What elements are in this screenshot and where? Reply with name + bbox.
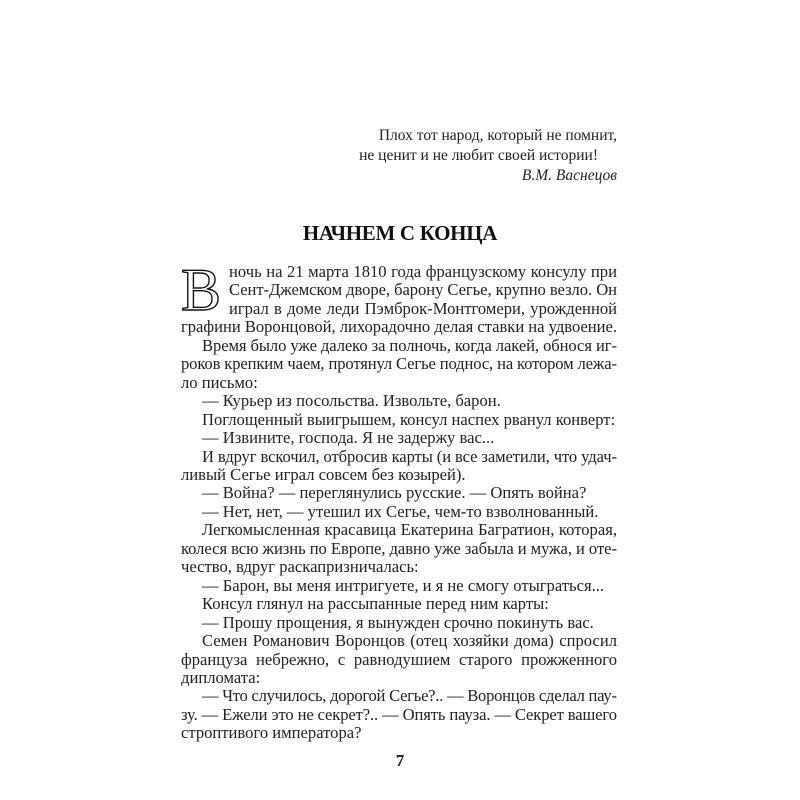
text-line: ночь на 21 марта 1810 года французскому консулу при [229,262,617,281]
text-line: — Война? — переглянулись русские. — Опять война? [202,483,587,503]
text-line: чество, вдруг раскапризничалась: [181,557,419,577]
text-line: дипломата: [181,667,261,687]
text-line: — Прошу прощения, я вынужден срочно покинуть вас. [202,612,594,632]
text-line: роков крепким чаем, протянул Сегье поднос, на котором лежа- [181,354,617,374]
text-line: зу. — Ежели это не секрет?.. — Опять пауза. — Секрет вашего [181,704,617,724]
epigraph-line: Плох тот народ, который не помнит, [378,127,617,144]
text-line: Семен Романович Воронцов (отец хозяйки дома) спросил [202,631,617,651]
text-line: строптивого императора? [181,723,362,743]
epigraph [300,126,617,186]
text-line: — Что случилось, дорогой Сегье?.. — Воронцов сделал пау- [202,686,617,706]
text-line: Время было уже далеко за полночь, когда лакей, обнося иг- [202,335,617,355]
epigraph-line: не ценит и не любит своей истории! [359,147,598,164]
text-line: И вдруг вскочил, отбросив карты (и все заметили, что удач- [202,446,617,466]
text-line: Легкомысленная красавица Екатерина Багратион, которая, [202,520,617,540]
drop-cap: В [181,263,222,318]
text-line: графини Воронцовой, лихорадочно делая ставки на удвоение. [181,317,617,337]
text-line: — Курьер из посольства. Извольте, барон. [202,391,501,411]
text-line: — Барон, вы меня интригуете, и я не смогу отыграться... [202,575,605,595]
body-text [181,263,617,743]
text-line: Поглощенный выигрышем, консул наспех рванул конверт: [202,409,616,429]
text-line: — Нет, нет, — утешил их Сегье, чем-то взволнованный. [202,501,599,521]
text-line: Консул глянул на рассыпанные перед ним карты: [202,594,549,614]
text-line: колеся всю жизнь по Европе, давно уже забыла и мужа, и оте- [181,538,617,558]
epigraph-author: В.М. Васнецов [521,167,617,184]
text-line: — Извините, господа. Я не задержу вас... [202,428,495,448]
text-line: француза небрежно, с равнодушием старого прожженного [181,649,617,669]
chapter-title: НАЧНЕМ С КОНЦА [302,221,498,245]
page-number: 7 [395,751,405,770]
text-line: Сент-Джемском дворе, барону Сегье, крупно везло. Он [229,280,617,300]
text-line: играл в доме леди Пэмброк-Монтгомери, урожденной [229,298,617,318]
text-line: ливый Сегье играл совсем без козырей). [181,464,466,484]
text-line: ло письмо: [181,372,258,392]
